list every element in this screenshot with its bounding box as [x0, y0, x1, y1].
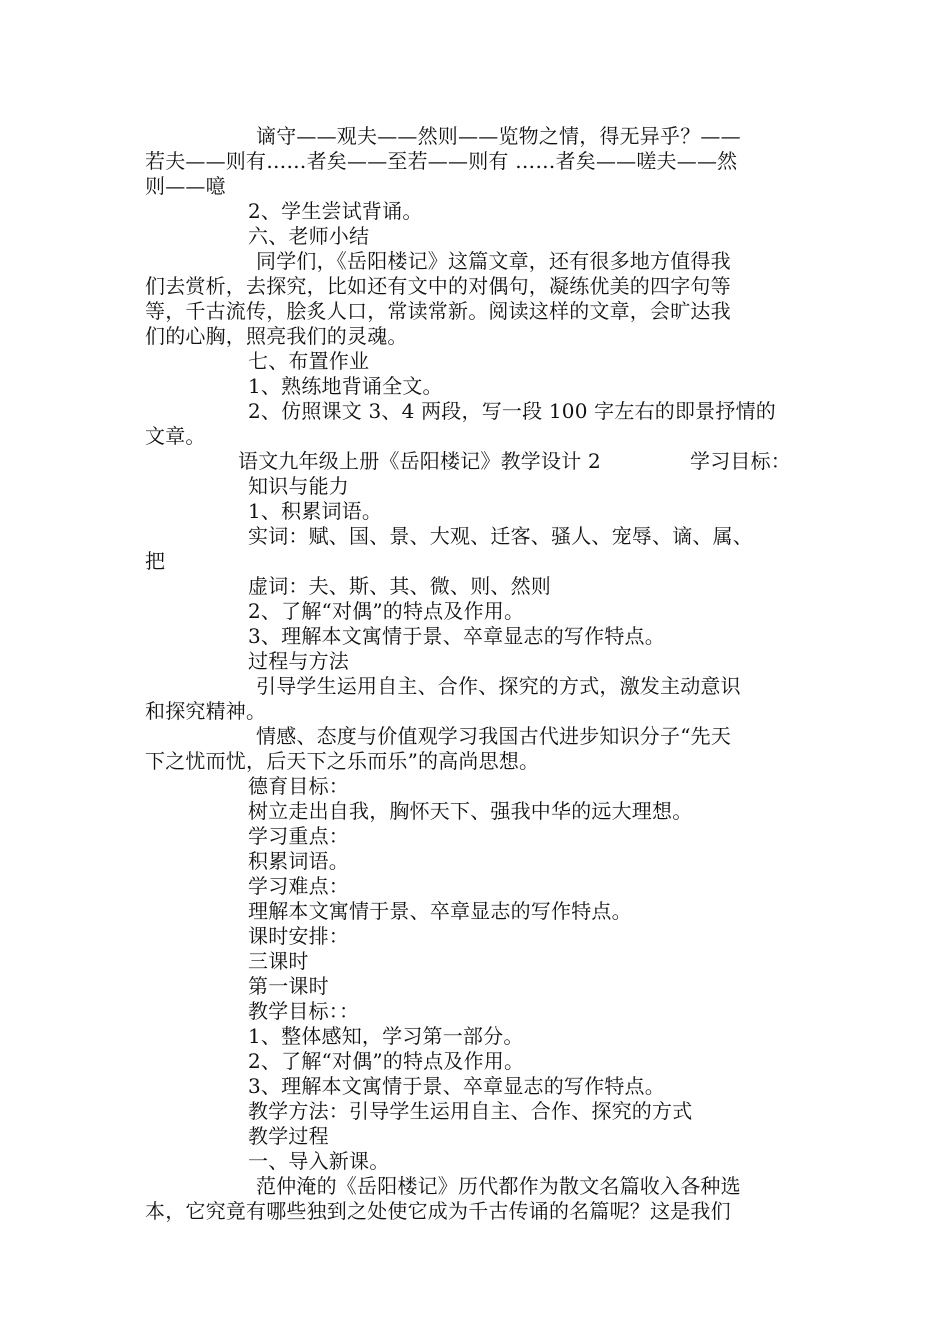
text-line: 文章。: [145, 424, 206, 448]
section-heading: 一、导入新课。: [248, 1149, 390, 1173]
text-line: 三课时: [248, 949, 309, 973]
section-heading: 知识与能力: [248, 474, 349, 498]
section-heading: 六、老师小结: [248, 224, 370, 248]
text-line: 引导学生运用自主、合作、探究的方式，激发主动意识: [256, 674, 741, 698]
text-line: 实词：赋、国、景、大观、迁客、骚人、宠辱、谪、属、: [248, 524, 753, 548]
section-heading: 学习难点：: [248, 874, 349, 898]
text-line: 等，千古流传，脍炙人口，常读常新。阅读这样的文章，会旷达我: [145, 299, 731, 323]
text-line: 虚词：夫、斯、其、微、则、然则: [248, 574, 551, 598]
text-line: 把: [145, 549, 166, 573]
text-line: 树立走出自我，胸怀天下、强我中华的远大理想。: [248, 799, 693, 823]
text-line: 若夫——则有……者矣——至若——则有 ……者矣——嗟夫——然: [145, 149, 738, 173]
text-line: 和探究精神。: [145, 699, 267, 723]
text-line: 情感、态度与价值观学习我国古代进步知识分子“先天: [256, 724, 732, 748]
text-line: 范仲淹的《岳阳楼记》历代都作为散文名篇收入各种选: [256, 1174, 741, 1198]
text-line: 积累词语。: [248, 849, 349, 873]
section-heading: 教学目标：：: [248, 999, 360, 1023]
design-title-line: [238, 449, 888, 474]
text-line: 理解本文寓情于景、卒章显志的写作特点。: [248, 899, 632, 923]
text-line: 同学们，《岳阳楼记》这篇文章，还有很多地方值得我: [256, 249, 731, 273]
section-heading: 第一课时: [248, 974, 329, 998]
text-line: 1、积累词语。: [248, 499, 383, 523]
section-heading: 七、布置作业: [248, 349, 370, 373]
design-title: 语文九年级上册《岳阳楼记》教学设计 2: [238, 449, 601, 473]
text-line: 们去赏析，去探究，比如还有文中的对偶句，凝练优美的四字句等: [145, 274, 731, 298]
text-line: 教学方法：引导学生运用自主、合作、探究的方式: [248, 1099, 693, 1123]
section-heading: 课时安排：: [248, 924, 349, 948]
text-line: 则——噫: [145, 174, 226, 198]
text-line: 谪守——观夫——然则——览物之情，得无异乎？——: [256, 124, 741, 148]
section-heading: 过程与方法: [248, 649, 349, 673]
text-line: 2、了解“对偶”的特点及作用。: [248, 599, 525, 623]
text-line: 1、熟练地背诵全文。: [248, 374, 443, 398]
text-line: 2、学生尝试背诵。: [248, 199, 423, 223]
text-line: 下之忧而忧，后天下之乐而乐”的高尚思想。: [145, 749, 540, 773]
text-line: 们的心胸，照亮我们的灵魂。: [145, 324, 408, 348]
text-line: 2、了解“对偶”的特点及作用。: [248, 1049, 525, 1073]
text-line: 本，它究竟有哪些独到之处使它成为千古传诵的名篇呢？这是我们: [145, 1199, 731, 1223]
learning-goals-label: 学习目标：: [690, 449, 791, 473]
text-line: 2、仿照课文 3、4 两段，写一段 100 字左右的即景抒情的: [248, 399, 776, 423]
text-line: 1、整体感知，学习第一部分。: [248, 1024, 524, 1048]
section-heading: 学习重点：: [248, 824, 349, 848]
text-line: 3、理解本文寓情于景、卒章显志的写作特点。: [248, 1074, 665, 1098]
text-line: 3、理解本文寓情于景、卒章显志的写作特点。: [248, 624, 665, 648]
section-heading: 教学过程: [248, 1124, 329, 1148]
section-heading: 德育目标：: [248, 774, 349, 798]
